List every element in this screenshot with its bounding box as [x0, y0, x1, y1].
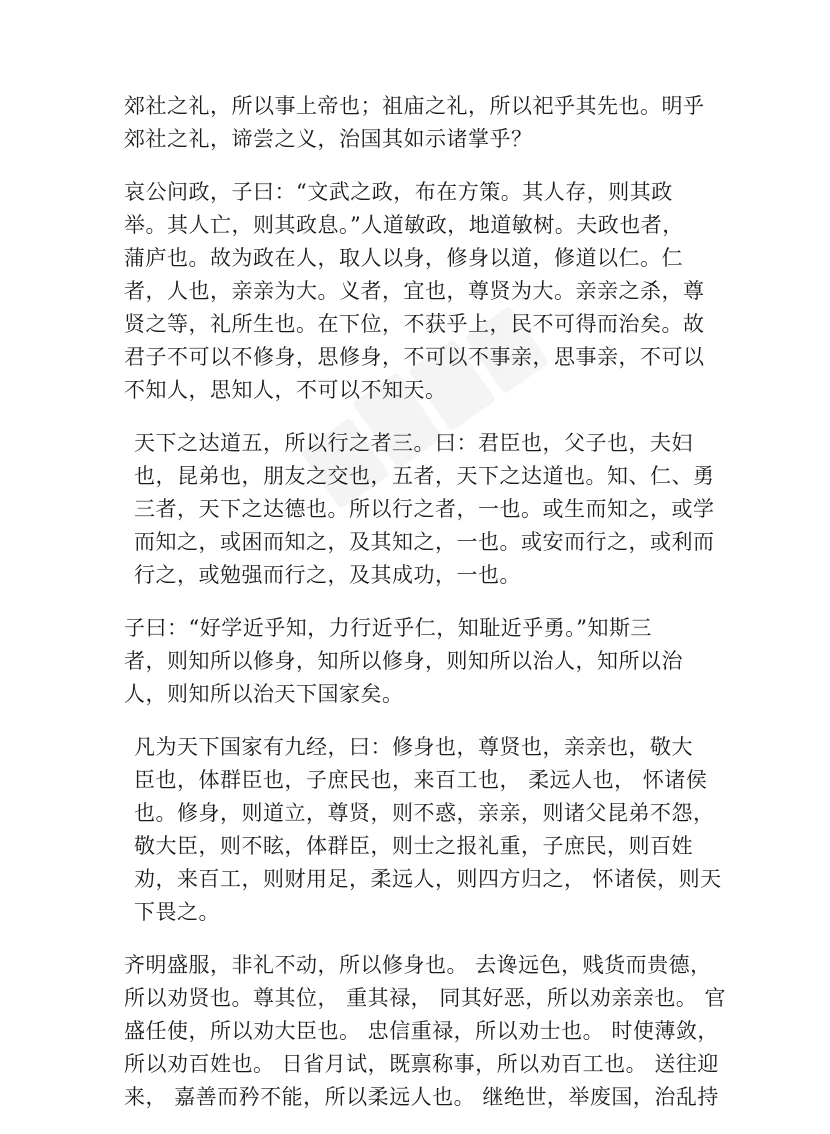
paragraph — [124, 612, 724, 711]
text-line: 郊社之礼，所以事上帝也；祖庙之礼，所以祀乎其先也。明乎 — [124, 94, 705, 118]
document-body — [124, 90, 727, 1134]
text-line: 凡为天下国家有九经，曰：修身也，尊贤也，亲亲也，敬大 — [134, 735, 693, 759]
text-line: 贤之等，礼所生也。在下位，不获乎上，民不可得而治矣。故 — [124, 312, 705, 336]
text-line: 齐明盛服，非礼不动，所以修身也。 去谗远色，贱货而贵德， — [124, 953, 712, 977]
paragraph — [124, 949, 727, 1114]
text-line: 子曰：“好学近乎知，力行近乎仁，知耻近乎勇。”知斯三 — [124, 616, 652, 640]
text-line: 天下之达道五，所以行之者三。曰：君臣也，父子也，夫妇 — [134, 431, 693, 455]
text-line: 盛任使，所以劝大臣也。 忠信重禄，所以劝士也。 时使薄敛， — [124, 1019, 719, 1043]
text-line: 下畏之。 — [134, 900, 220, 924]
text-line: 来， 嘉善而矜不能，所以柔远人也。 继绝世，举废国，治乱持 — [124, 1085, 719, 1109]
text-line: 敬大臣，则不眩，体群臣，则士之报礼重，子庶民，则百姓 — [134, 834, 693, 858]
text-line: 者，则知所以修身，知所以修身，则知所以治人，知所以治 — [124, 649, 683, 673]
text-line: 也，昆弟也，朋友之交也，五者，天下之达道也。知、仁、勇 — [134, 464, 715, 488]
text-line: 劝，来百工，则财用足，柔远人，则四方归之， 怀诸侯，则天 — [134, 867, 722, 891]
text-line: 三者，天下之达德也。所以行之者，一也。或生而知之，或学 — [134, 497, 715, 521]
paragraph — [124, 731, 724, 929]
text-line: 不知人，思知人，不可以不知天。 — [124, 378, 447, 402]
paragraph — [124, 176, 724, 407]
text-line: 君子不可以不修身，思修身，不可以不事亲，思事亲，不可以 — [124, 345, 705, 369]
text-line: 臣也，体群臣也，子庶民也，来百工也， 柔远人也， 怀诸侯 — [134, 768, 708, 792]
text-line: 所以劝贤也。尊其位， 重其禄， 同其好恶，所以劝亲亲也。 官 — [124, 986, 727, 1010]
paragraph — [124, 90, 724, 156]
text-line: 行之，或勉强而行之，及其成功，一也。 — [134, 563, 521, 587]
text-line: 也。修身，则道立，尊贤，则不惑，亲亲，则诸父昆弟不怨， — [134, 801, 715, 825]
text-line: 所以劝百姓也。 日省月试，既禀称事，所以劝百工也。 送往迎 — [124, 1052, 719, 1076]
text-line: 者，人也，亲亲为大。义者，宜也，尊贤为大。亲亲之杀，尊 — [124, 279, 705, 303]
text-line: 人，则知所以治天下国家矣。 — [124, 682, 404, 706]
text-line: 郊社之礼，谛尝之义，治国其如示诸掌乎？ — [124, 127, 533, 151]
paragraph — [124, 427, 724, 592]
text-line: 蒲庐也。故为政在人，取人以身，修身以道，修道以仁。仁 — [124, 246, 683, 270]
text-line: 而知之，或困而知之，及其知之，一也。或安而行之，或利而 — [134, 530, 715, 554]
text-line: 举。其人亡，则其政息。”人道敏政，地道敏树。夫政也者， — [124, 213, 684, 237]
text-line: 哀公问政，子曰：“文武之政，布在方策。其人存，则其政 — [124, 180, 673, 204]
